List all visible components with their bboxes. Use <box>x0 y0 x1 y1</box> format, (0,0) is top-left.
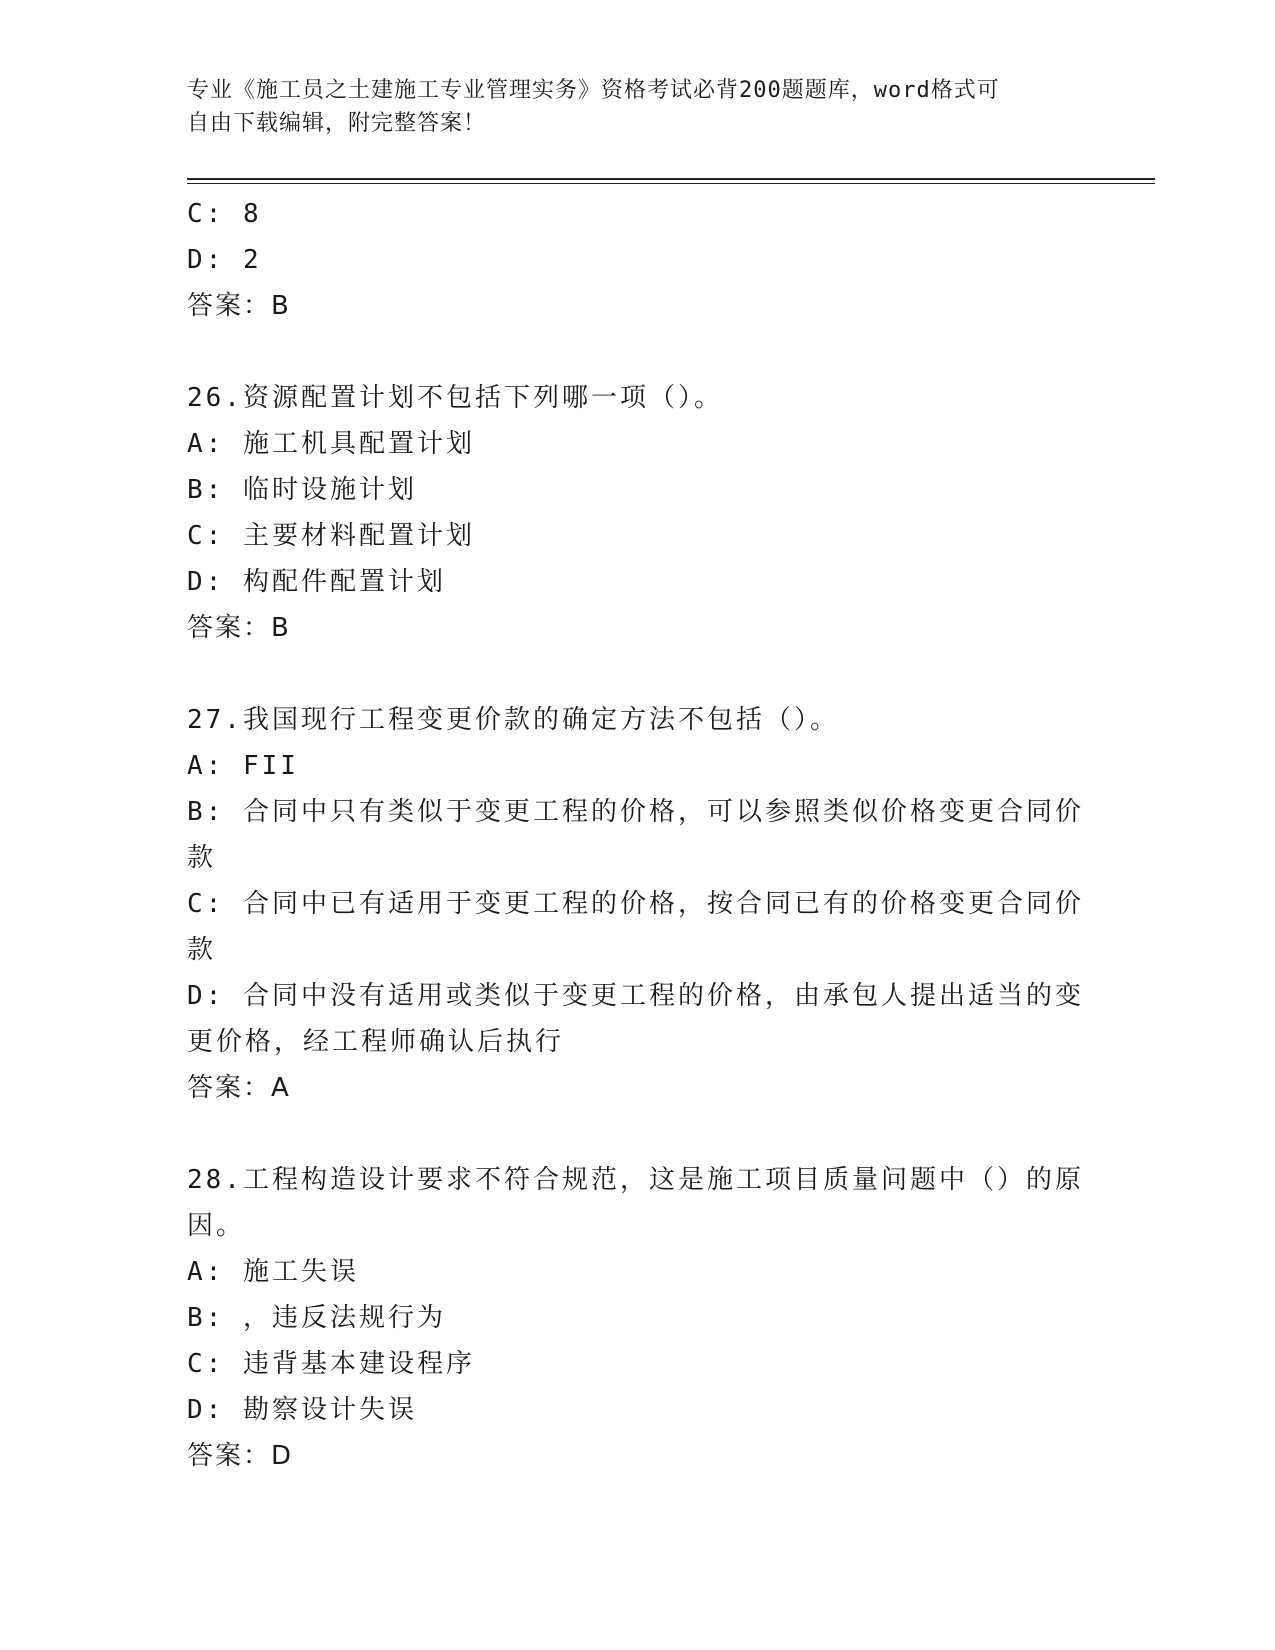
answer-line: 答案：B <box>187 613 291 643</box>
option-line: B: 临时设施计划 <box>187 475 417 505</box>
question-stem: 因。 <box>187 1211 246 1241</box>
option-line: D: 勘察设计失误 <box>187 1395 417 1425</box>
header-title-line-2: 自由下载编辑，附完整答案！ <box>187 111 487 136</box>
answer-line: 答案：D <box>187 1441 294 1471</box>
header-title-line-1: 专业《施工员之土建施工专业管理实务》资格考试必背200题题库，word格式可 <box>187 78 1000 103</box>
question-25-tail <box>187 191 1087 329</box>
option-line: 更价格，经工程师确认后执行 <box>187 1027 565 1057</box>
question-27 <box>187 697 1087 1111</box>
option-line: A: 施工失误 <box>187 1257 359 1287</box>
option-line: B: ，违反法规行为 <box>187 1303 446 1333</box>
option-line: D: 构配件配置计划 <box>187 567 446 597</box>
option-line: C: 合同中已有适用于变更工程的价格，按合同已有的价格变更合同价 <box>187 889 1084 919</box>
document-header <box>187 74 1067 140</box>
question-stem: 26.资源配置计划不包括下列哪一项（）。 <box>187 383 723 413</box>
question-list <box>187 191 1087 1479</box>
answer-line: 答案：A <box>187 1073 291 1103</box>
question-stem: 27.我国现行工程变更价款的确定方法不包括（）。 <box>187 705 839 735</box>
question-26 <box>187 375 1087 651</box>
question-stem: 28.工程构造设计要求不符合规范，这是施工项目质量问题中（）的原 <box>187 1165 1084 1195</box>
question-28 <box>187 1157 1087 1479</box>
spacer <box>187 329 1087 375</box>
header-divider-thick <box>187 178 1155 180</box>
option-line: 款 <box>187 935 217 965</box>
option-line: A: FII <box>187 751 299 781</box>
option-line: D: 2 <box>187 245 262 275</box>
option-line: 款 <box>187 843 217 873</box>
option-line: C: 8 <box>187 199 262 229</box>
option-line: A: 施工机具配置计划 <box>187 429 475 459</box>
spacer <box>187 1111 1087 1157</box>
option-line: C: 违背基本建设程序 <box>187 1349 475 1379</box>
option-line: B: 合同中只有类似于变更工程的价格，可以参照类似价格变更合同价 <box>187 797 1084 827</box>
answer-line: 答案：B <box>187 291 291 321</box>
option-line: D: 合同中没有适用或类似于变更工程的价格，由承包人提出适当的变 <box>187 981 1084 1011</box>
option-line: C: 主要材料配置计划 <box>187 521 475 551</box>
spacer <box>187 651 1087 697</box>
header-divider-thin <box>187 183 1155 184</box>
